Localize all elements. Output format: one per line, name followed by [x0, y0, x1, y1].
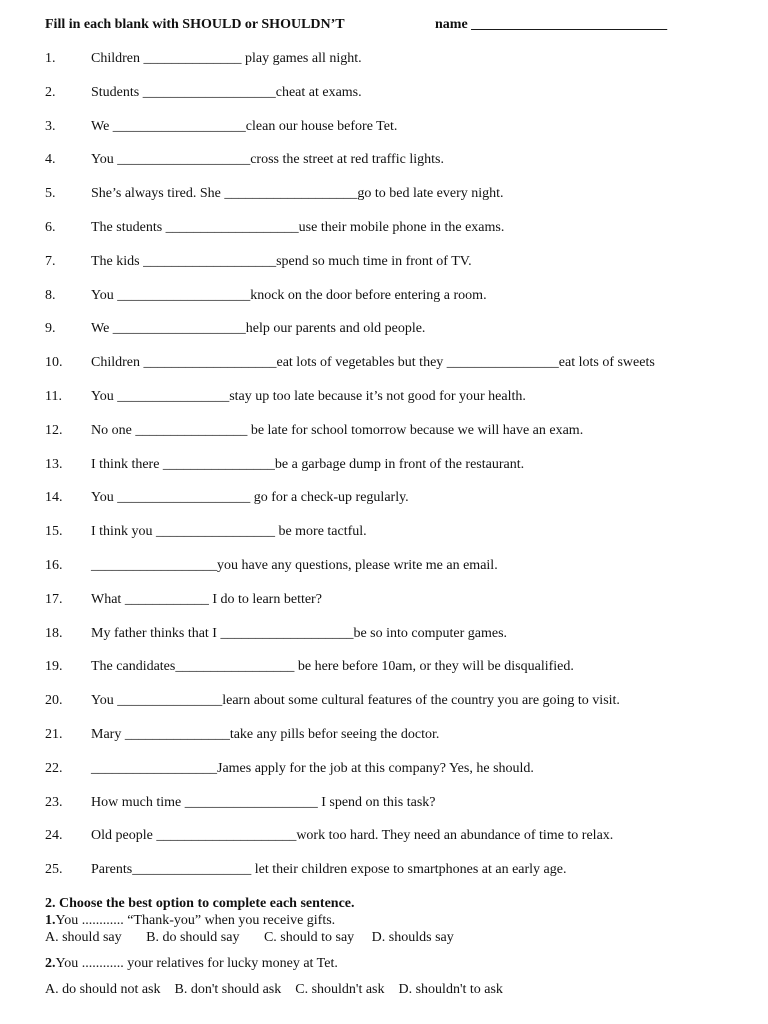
exercise-sentence: I think there ________________be a garbage dump in front of the restaurant. [91, 456, 525, 472]
exercise-number: 1. [45, 51, 56, 66]
exercise-item [0, 759, 768, 793]
exercise-number: 12. [45, 422, 63, 438]
exercise-sentence: She’s always tired. She ___________________go to bed late every night. [91, 186, 504, 202]
question-1 [45, 913, 745, 930]
exercise-number: 10. [45, 355, 63, 371]
exercise-item [0, 286, 768, 320]
multiple-choice-section [45, 896, 745, 999]
section-heading: 2. Choose the best option to complete each sentence. [45, 896, 355, 911]
exercise-sentence: You _______________learn about some cultural features of the country you are going to visit. [91, 693, 620, 709]
exercise-number: 21. [45, 726, 63, 742]
exercise-sentence: Parents_________________ let their children expose to smartphones at an early age. [91, 862, 567, 878]
exercise-number: 22. [45, 760, 63, 776]
exercise-number: 5. [45, 186, 56, 202]
exercise-list [0, 49, 768, 894]
exercise-number: 4. [45, 152, 56, 168]
question-text: You ............ your relatives for lucky money at Tet. [55, 956, 338, 971]
exercise-sentence: You ________________stay up too late because it’s not good for your health. [91, 388, 526, 404]
exercise-item [0, 83, 768, 117]
exercise-sentence: The students ___________________use their mobile phone in the exams. [91, 219, 505, 235]
exercise-sentence: No one ________________ be late for school tomorrow because we will have an exam. [91, 422, 584, 438]
exercise-item [0, 319, 768, 353]
question-number: 1. [45, 913, 56, 928]
exercise-sentence: We ___________________help our parents and old people. [91, 321, 426, 337]
exercise-sentence: Children ______________ play games all night. [91, 51, 362, 66]
exercise-sentence: We ___________________clean our house before Tet. [91, 118, 398, 134]
exercise-item [0, 117, 768, 151]
exercise-number: 16. [45, 557, 63, 573]
question-2 [45, 956, 745, 973]
exercise-item [0, 860, 768, 894]
exercise-number: 17. [45, 591, 63, 607]
exercise-number: 3. [45, 118, 56, 134]
exercise-sentence: The candidates_________________ be here before 10am, or they will be disqualified. [91, 659, 574, 675]
exercise-number: 7. [45, 253, 56, 269]
exercise-number: 8. [45, 287, 56, 303]
exercise-item [0, 488, 768, 522]
exercise-item [0, 657, 768, 691]
exercise-sentence: You ___________________ go for a check-up regularly. [91, 490, 409, 506]
exercise-sentence: The kids ___________________spend so much time in front of TV. [91, 253, 472, 269]
exercise-sentence: What ____________ I do to learn better? [91, 591, 322, 607]
exercise-number: 18. [45, 625, 63, 641]
exercise-number: 2. [45, 84, 56, 100]
exercise-item [0, 725, 768, 759]
exercise-item [0, 218, 768, 252]
exercise-number: 19. [45, 659, 63, 675]
exercise-item [0, 691, 768, 725]
exercise-sentence: My father thinks that I ___________________be so into computer games. [91, 625, 508, 641]
name-field-label: name ____________________________ [435, 17, 668, 32]
exercise-number: 11. [45, 388, 62, 404]
worksheet-title: Fill in each blank with SHOULD or SHOULDN’T [45, 17, 345, 32]
exercise-item [0, 387, 768, 421]
question-1-options: A. should say B. do should say C. should to say D. shoulds say [45, 930, 454, 945]
exercise-number: 13. [45, 456, 63, 472]
exercise-item [0, 624, 768, 658]
exercise-item [0, 184, 768, 218]
exercise-sentence: Children ___________________eat lots of vegetables but they ________________eat lots of sweets [91, 355, 655, 371]
exercise-item [0, 556, 768, 590]
exercise-item [0, 353, 768, 387]
exercise-sentence: You ___________________knock on the door before entering a room. [91, 287, 487, 303]
question-number: 2. [45, 956, 56, 971]
exercise-item [0, 49, 768, 83]
exercise-item [0, 252, 768, 286]
exercise-number: 25. [45, 862, 63, 878]
exercise-item [0, 455, 768, 489]
exercise-sentence: __________________you have any questions, please write me an email. [91, 557, 498, 573]
exercise-sentence: Old people ____________________work too hard. They need an abundance of time to relax. [91, 828, 614, 844]
exercise-item [0, 421, 768, 455]
exercise-number: 24. [45, 828, 63, 844]
exercise-sentence: How much time ___________________ I spend on this task? [91, 794, 436, 810]
exercise-number: 20. [45, 693, 63, 709]
exercise-item [0, 826, 768, 860]
exercise-sentence: I think you _________________ be more tactful. [91, 524, 367, 540]
exercise-number: 9. [45, 321, 56, 337]
exercise-item [0, 522, 768, 556]
exercise-sentence: You ___________________cross the street at red traffic lights. [91, 152, 444, 168]
exercise-item [0, 590, 768, 624]
exercise-number: 15. [45, 524, 63, 540]
exercise-item [0, 150, 768, 184]
exercise-item [0, 793, 768, 827]
exercise-number: 23. [45, 794, 63, 810]
exercise-number: 14. [45, 490, 63, 506]
question-2-options: A. do should not ask B. don't should ask C. shouldn't ask D. shouldn't to ask [45, 982, 503, 997]
exercise-sentence: Mary _______________take any pills befor seeing the doctor. [91, 726, 440, 742]
exercise-number: 6. [45, 219, 56, 235]
exercise-sentence: __________________James apply for the job at this company? Yes, he should. [91, 760, 534, 776]
exercise-sentence: Students ___________________cheat at exams. [91, 84, 362, 100]
question-text: You ............ “Thank-you” when you receive gifts. [55, 913, 336, 928]
